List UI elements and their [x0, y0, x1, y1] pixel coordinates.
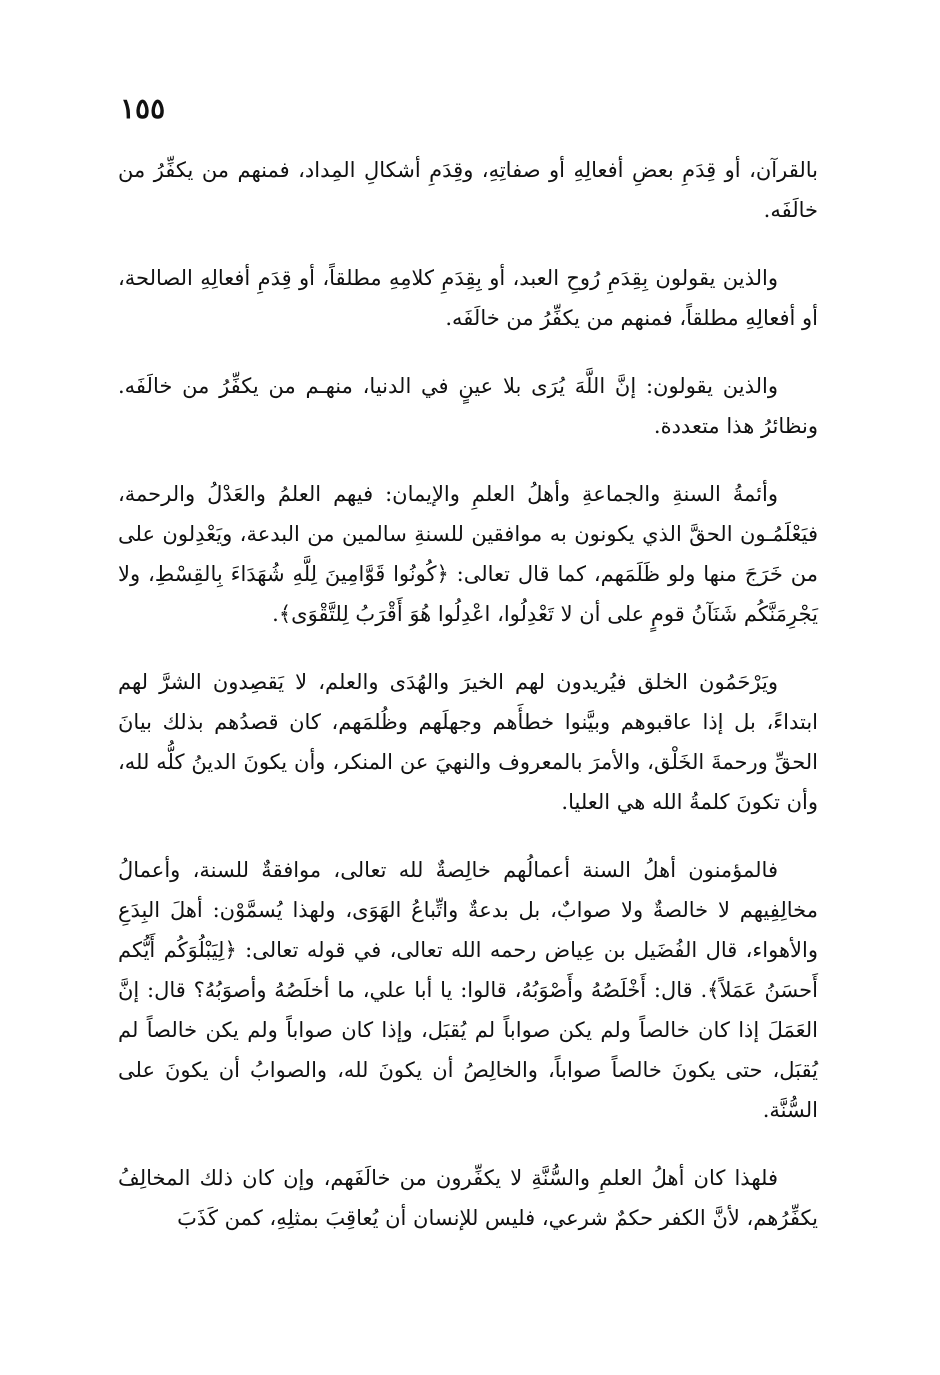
- paragraph: فالمؤمنون أهلُ السنة أعمالُهم خالِصةٌ لله تعالى، موافقةٌ للسنة، وأعمالُ مخالِفِيهم لا خالصةٌ ولا صوابٌ، بل بدعةٌ واتِّباعُ الهَوَى، ولهذا يُسمَّوْن: أهلَ البِدَعِ والأهواء، قال الفُضَيل بن عِياض رحمه الله تعالى، في قوله تعالى: ﴿لِيَبْلُوَكُم أَيُّكم أَحسَنُ عَمَلاً﴾. قال: أَخْلَصُهُ وأَصْوَبُهُ، قالوا: يا أبا علي، ما أخلَصُهُ وأصوَبُهُ؟ قال: إنَّ العَمَلَ إذا كان خالصاً ولم يكن صواباً لم يُقبَل، وإذا كان صواباً ولم يكن خالصاً لم يُقبَل، حتى يكونَ خالصاً صواباً، والخالِصُ أن يكونَ لله، والصوابُ أن يكونَ على السُّنَّة.: [118, 858, 818, 1122]
- page-number: ١٥٥: [120, 92, 166, 125]
- paragraph: والذين يقولون بِقِدَمِ رُوحِ العبد، أو بِقِدَمِ كلامِهِ مطلقاً، أو قِدَمِ أفعالِهِ الصالحة، أو أفعالِهِ مطلقاً، فمنهم من يكفِّرُ من خالَفَه.: [118, 266, 818, 330]
- paragraph: والذين يقولون: إنَّ اللَّهَ يُرَى بلا عينٍ في الدنيا، منهـم من يكفِّرُ من خالَفَه. ونظائرُ هذا متعددة.: [118, 374, 818, 438]
- paragraph: فلهذا كان أهلُ العلمِ والسُّنَّةِ لا يكفِّرون من خالَفَهم، وإن كان ذلك المخالِفُ يكفِّرُهم، لأنَّ الكفر حكمٌ شرعي، فليس للإنسان أن يُعاقِبَ بمثلِهِ، كمن كَذَبَ: [118, 1166, 818, 1230]
- paragraph: وأئمةُ السنةِ والجماعةِ وأهلُ العلمِ والإيمان: فيهم العلمُ والعَدْلُ والرحمة، فيَعْلَمُـون الحقَّ الذي يكونون به موافقين للسنةِ سالمين من البدعة، ويَعْدِلون على من خَرَجَ منها ولو ظَلَمَهم، كما قال تعالى: ﴿كُونُوا قَوَّامِينَ لِلَّهِ شُهَدَاءَ بِالقِسْطِ، ولا يَجْرِمَنَّكُم شَنَآنُ قومٍ على أن لا تَعْدِلُوا، اعْدِلُوا هُوَ أَقْرَبُ لِلتَّقْوَى﴾.: [118, 482, 818, 626]
- paragraph: بالقرآن، أو قِدَمِ بعضِ أفعالِهِ أو صفاتِهِ، وقِدَمِ أشكالِ المِداد، فمنهم من يكفِّرُ من خالَفَه.: [118, 158, 818, 222]
- paragraph: ويَرْحَمُون الخلق فيُريدون لهم الخيرَ والهُدَى والعلم، لا يَقصِدون الشرَّ لهم ابتداءً، بل إذا عاقبوهم وبيَّنوا خطأَهم وجهلَهم وظُلمَهم، كان قصدُهم بذلك بيانَ الحقِّ ورحمةَ الخَلْق، والأمرَ بالمعروف والنهيَ عن المنكر، وأن يكونَ الدينُ كلُّه لله، وأن تكونَ كلمةُ الله هي العليا.: [118, 670, 818, 814]
- document-body: [118, 150, 818, 1266]
